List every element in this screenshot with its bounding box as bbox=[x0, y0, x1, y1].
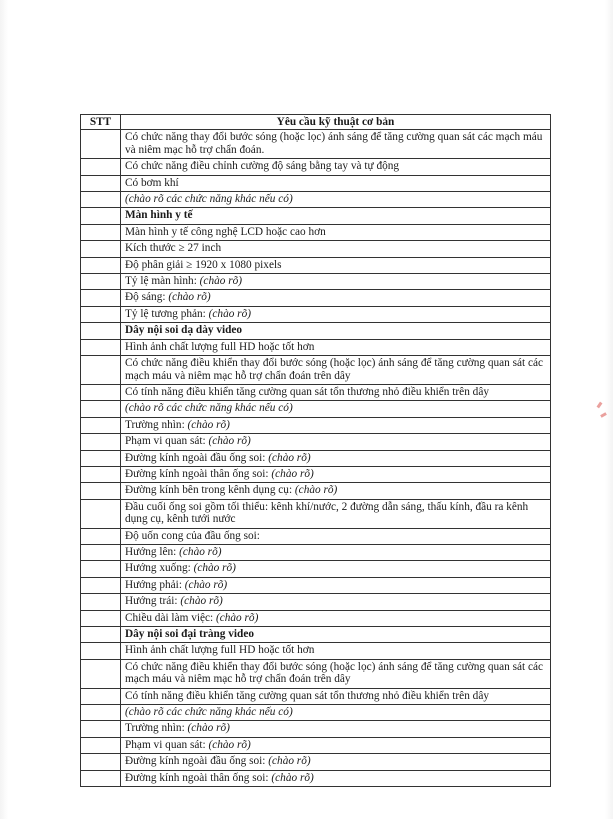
stt-cell bbox=[81, 499, 121, 528]
table-row bbox=[81, 306, 551, 322]
requirement-note: (chào rõ) bbox=[180, 595, 223, 608]
requirement-cell bbox=[121, 737, 551, 753]
requirement-note: (chào rõ) bbox=[179, 545, 222, 558]
requirement-text: Màn hình y tế công nghệ LCD hoặc cao hơn bbox=[125, 225, 326, 238]
requirement-note: (chào rõ) bbox=[294, 484, 338, 497]
requirement-cell bbox=[121, 450, 551, 466]
requirement-cell bbox=[121, 643, 551, 659]
requirement-text: Trường nhìn: bbox=[125, 418, 188, 431]
requirement-cell bbox=[121, 434, 551, 450]
requirement-text: Trường nhìn: bbox=[125, 722, 188, 735]
stt-cell bbox=[81, 610, 121, 626]
table-row bbox=[81, 754, 551, 770]
requirement-text: Tỷ lệ tương phản: bbox=[125, 307, 209, 320]
stt-cell bbox=[81, 594, 121, 610]
requirement-note: (chào rõ) bbox=[199, 275, 243, 288]
stt-cell bbox=[81, 339, 121, 355]
table-row bbox=[81, 323, 551, 339]
stt-cell bbox=[81, 466, 121, 482]
table-row bbox=[81, 175, 551, 191]
requirement-note: (chào rõ) bbox=[268, 451, 311, 464]
requirement-text: Đường kính ngoài đầu ống soi: bbox=[125, 755, 269, 768]
stt-cell bbox=[81, 737, 121, 753]
requirement-note: (chào rõ) bbox=[184, 578, 228, 591]
requirement-cell bbox=[121, 401, 551, 417]
requirement-cell bbox=[121, 659, 551, 688]
requirement-text: Đường kính ngoài thân ống soi: bbox=[125, 771, 272, 784]
stt-cell bbox=[81, 627, 121, 643]
table-row bbox=[81, 417, 551, 433]
requirement-cell bbox=[121, 705, 551, 721]
requirement-cell bbox=[121, 499, 551, 528]
table-row bbox=[81, 257, 551, 273]
column-header-stt: STT bbox=[81, 115, 121, 130]
stt-cell bbox=[81, 770, 121, 786]
requirement-note: (chào rõ) bbox=[193, 562, 236, 575]
requirement-text: Có chức năng điều khiển thay đổi bước sóng (hoặc lọc) ánh sáng để tăng cường quan sát các mạch máu và niêm mạc hỗ trợ chẩn đoán trên dây bbox=[125, 357, 544, 382]
table-row bbox=[81, 528, 551, 544]
requirement-text: Độ uốn cong của đầu ống soi: bbox=[125, 529, 260, 542]
requirement-text: Có chức năng điều khiển thay đổi bước sóng (hoặc lọc) ánh sáng để tăng cường quan sát các mạch máu và niêm mạc hỗ trợ chẩn đoán trên dây bbox=[125, 660, 544, 686]
requirement-cell bbox=[121, 306, 551, 322]
table-row bbox=[81, 705, 551, 721]
section-heading: Màn hình y tế bbox=[125, 209, 193, 222]
table-row bbox=[81, 192, 551, 208]
requirement-text: Hướng lên: bbox=[125, 545, 180, 558]
stt-cell bbox=[81, 356, 121, 385]
requirement-note: (chào rõ) bbox=[271, 467, 314, 480]
requirement-cell bbox=[121, 257, 551, 273]
table-row bbox=[81, 224, 551, 240]
requirement-cell bbox=[121, 323, 551, 339]
requirement-text: Hình ảnh chất lượng full HD hoặc tốt hơn bbox=[125, 340, 315, 353]
stt-cell bbox=[81, 159, 121, 175]
table-row bbox=[81, 610, 551, 626]
requirement-text: Phạm vi quan sát: bbox=[125, 435, 209, 448]
requirement-text: Độ sáng: bbox=[125, 291, 169, 304]
requirement-cell bbox=[121, 544, 551, 560]
table-row bbox=[81, 483, 551, 499]
table-row bbox=[81, 130, 551, 159]
table-row bbox=[81, 561, 551, 577]
requirement-cell bbox=[121, 594, 551, 610]
table-row bbox=[81, 241, 551, 257]
requirement-text: Đường kính ngoài thân ống soi: bbox=[125, 467, 272, 480]
requirement-text: Đường kính ngoài đầu ống soi: bbox=[125, 451, 269, 464]
stt-cell bbox=[81, 192, 121, 208]
stt-cell bbox=[81, 323, 121, 339]
table-row bbox=[81, 688, 551, 704]
requirement-note: (chào rõ) bbox=[271, 771, 314, 784]
requirement-cell bbox=[121, 721, 551, 737]
stt-cell bbox=[81, 130, 121, 159]
requirement-cell bbox=[121, 483, 551, 499]
requirement-cell bbox=[121, 561, 551, 577]
stt-cell bbox=[81, 175, 121, 191]
table-body bbox=[81, 130, 551, 787]
requirement-cell bbox=[121, 192, 551, 208]
stt-cell bbox=[81, 450, 121, 466]
requirement-cell bbox=[121, 754, 551, 770]
requirement-cell bbox=[121, 384, 551, 400]
stt-cell bbox=[81, 274, 121, 290]
requirement-text: Phạm vi quan sát: bbox=[125, 738, 209, 751]
table-row bbox=[81, 290, 551, 306]
table-row bbox=[81, 627, 551, 643]
table-row bbox=[81, 643, 551, 659]
requirement-text: Có tính năng điều khiển tăng cường quan sát tổn thương nhỏ điều khiển trên dây bbox=[125, 689, 489, 702]
stt-cell bbox=[81, 544, 121, 560]
table-row bbox=[81, 770, 551, 786]
table-row bbox=[81, 594, 551, 610]
requirement-cell bbox=[121, 627, 551, 643]
requirement-text: Có chức năng thay đổi bước sóng (hoặc lọc) ánh sáng để tăng cường quan sát các mạch máu và niêm mạc hỗ trợ chẩn đoán. bbox=[125, 131, 543, 156]
column-header-requirements: Yêu cầu kỹ thuật cơ bản bbox=[121, 115, 551, 130]
stt-cell bbox=[81, 241, 121, 257]
requirement-cell bbox=[121, 208, 551, 224]
requirement-note: (chào rõ) bbox=[187, 418, 230, 431]
requirement-text: (chào rõ các chức năng khác nếu có) bbox=[125, 706, 293, 719]
section-heading: Dây nội soi dạ dày video bbox=[125, 324, 243, 337]
table-row bbox=[81, 274, 551, 290]
stt-cell bbox=[81, 384, 121, 400]
requirement-text: Chiều dài làm việc: bbox=[125, 611, 216, 624]
stt-cell bbox=[81, 483, 121, 499]
requirement-text: (chào rõ các chức năng khác nếu có) bbox=[125, 193, 293, 206]
stt-cell bbox=[81, 257, 121, 273]
requirement-text: Có bơm khí bbox=[125, 176, 179, 189]
requirement-note: (chào rõ) bbox=[208, 435, 251, 448]
requirement-cell bbox=[121, 290, 551, 306]
requirements-table bbox=[80, 114, 551, 787]
requirement-text: Đầu cuối ống soi gồm tối thiểu: kênh khí/nước, 2 đường dẫn sáng, thấu kính, đầu ra kênh dụng cụ, kênh tưới nước bbox=[125, 500, 529, 526]
stt-cell bbox=[81, 754, 121, 770]
requirement-cell bbox=[121, 339, 551, 355]
requirement-text: Hướng trái: bbox=[125, 595, 181, 608]
requirement-text: Có chức năng điều chỉnh cường độ sáng bằng tay và tự động bbox=[125, 160, 400, 173]
requirement-cell bbox=[121, 356, 551, 385]
requirement-text: Kích thước ≥ 27 inch bbox=[125, 242, 222, 255]
stt-cell bbox=[81, 643, 121, 659]
stt-cell bbox=[81, 528, 121, 544]
table-row bbox=[81, 384, 551, 400]
stt-cell bbox=[81, 721, 121, 737]
table-row bbox=[81, 208, 551, 224]
table-row bbox=[81, 401, 551, 417]
requirement-text: Đường kính bên trong kênh dụng cụ: bbox=[125, 484, 295, 497]
requirement-cell bbox=[121, 224, 551, 240]
requirement-text: Có tính năng điều khiển tăng cường quan sát tổn thương nhỏ điều khiển trên dây bbox=[125, 385, 489, 398]
stt-cell bbox=[81, 688, 121, 704]
table-row bbox=[81, 577, 551, 593]
requirement-cell bbox=[121, 610, 551, 626]
table-row bbox=[81, 159, 551, 175]
stt-cell bbox=[81, 224, 121, 240]
requirement-note: (chào rõ) bbox=[208, 307, 251, 320]
stt-cell bbox=[81, 434, 121, 450]
requirement-cell bbox=[121, 577, 551, 593]
stt-cell bbox=[81, 306, 121, 322]
requirement-cell bbox=[121, 417, 551, 433]
stt-cell bbox=[81, 401, 121, 417]
requirement-cell bbox=[121, 770, 551, 786]
requirement-cell bbox=[121, 175, 551, 191]
table-row bbox=[81, 499, 551, 528]
requirement-text: Tỷ lệ màn hình: bbox=[125, 275, 200, 288]
requirement-note: (chào rõ) bbox=[268, 755, 311, 768]
stt-cell bbox=[81, 417, 121, 433]
requirement-text: Hướng phải: bbox=[125, 578, 185, 591]
requirement-cell bbox=[121, 274, 551, 290]
requirement-note: (chào rõ) bbox=[215, 611, 259, 624]
table-row bbox=[81, 356, 551, 385]
table-row bbox=[81, 737, 551, 753]
table-header-row bbox=[81, 115, 551, 130]
requirement-text: (chào rõ các chức năng khác nếu có) bbox=[125, 402, 293, 415]
requirement-cell bbox=[121, 466, 551, 482]
table-row bbox=[81, 721, 551, 737]
requirement-cell bbox=[121, 688, 551, 704]
stt-cell bbox=[81, 208, 121, 224]
requirement-text: Độ phân giải ≥ 1920 x 1080 pixels bbox=[125, 258, 282, 271]
requirement-text: Hình ảnh chất lượng full HD hoặc tốt hơn bbox=[125, 644, 315, 657]
section-heading: Dây nội soi đại tràng video bbox=[125, 628, 254, 640]
requirement-text: Hướng xuống: bbox=[125, 562, 194, 575]
table-row bbox=[81, 466, 551, 482]
stt-cell bbox=[81, 705, 121, 721]
stt-cell bbox=[81, 659, 121, 688]
table-row bbox=[81, 659, 551, 688]
requirement-note: (chào rõ) bbox=[187, 722, 230, 735]
stt-cell bbox=[81, 577, 121, 593]
stt-cell bbox=[81, 290, 121, 306]
requirement-cell bbox=[121, 528, 551, 544]
requirement-note: (chào rõ) bbox=[208, 738, 251, 751]
requirement-cell bbox=[121, 241, 551, 257]
table-row bbox=[81, 544, 551, 560]
table-row bbox=[81, 434, 551, 450]
table-row bbox=[81, 450, 551, 466]
requirement-cell bbox=[121, 130, 551, 159]
stt-cell bbox=[81, 561, 121, 577]
requirement-cell bbox=[121, 159, 551, 175]
table-row bbox=[81, 339, 551, 355]
requirement-note: (chào rõ) bbox=[168, 291, 211, 304]
